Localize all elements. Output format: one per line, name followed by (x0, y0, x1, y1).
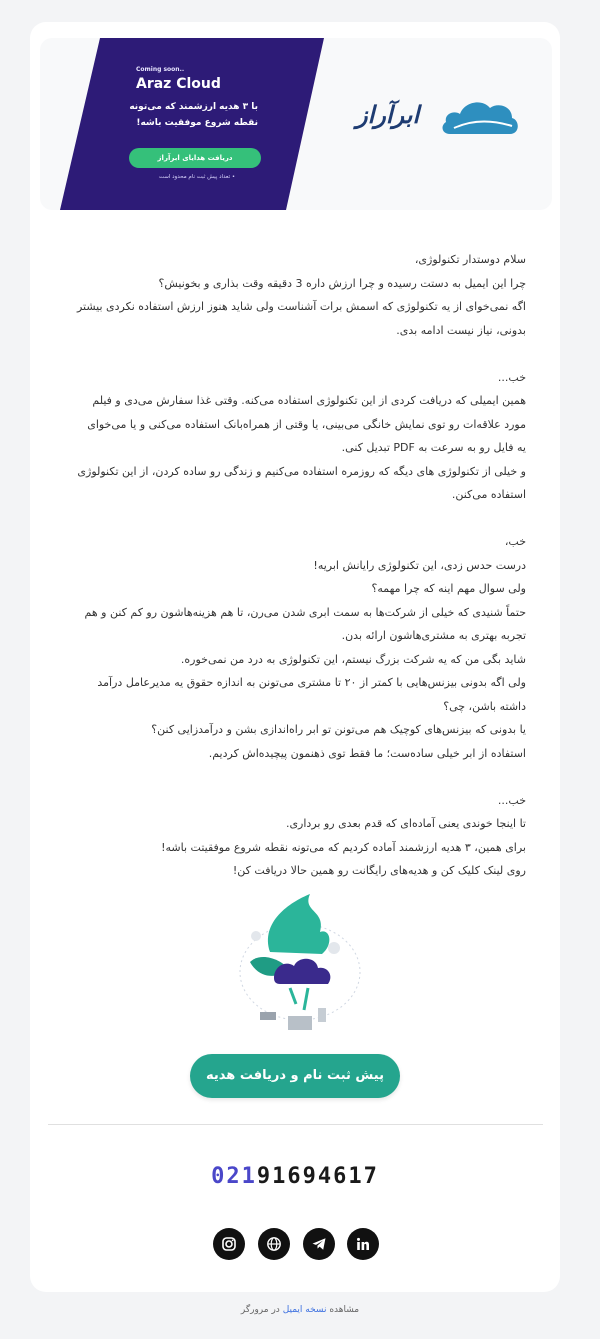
footer-before: مشاهده (329, 1305, 360, 1315)
footer-after: در مرورگر (240, 1305, 280, 1315)
body-line: ولی سوال مهم اینه که چرا مهمه؟ (371, 582, 526, 595)
banner-coming-soon: Coming soon.. (136, 66, 185, 73)
body-line: سلام دوستدار تکنولوژی، (414, 253, 526, 266)
body-line: بدونی، نیاز نیست ادامه بدی. (396, 323, 526, 337)
divider (48, 1124, 543, 1125)
phone-prefix: 021 (211, 1164, 257, 1189)
paragraph-gap (64, 765, 526, 789)
email-header (40, 38, 552, 210)
body-line: استفاده از ابر خیلی ساده‌ست؛ ما فقط توی ذهنمون پیچیده‌اش کردیم. (208, 746, 526, 760)
body-line: حتماً شنیدی که خیلی از شرکت‌ها به سمت ابری شدن می‌رن، تا هم هزینه‌هاشون رو کم کنن و هم (84, 605, 526, 619)
telegram-icon[interactable] (303, 1228, 335, 1260)
phoenix-cloud-illustration (230, 892, 370, 1062)
body-line: یا بدونی که بیزنس‌های کوچیک هم می‌تونن تو ابر راه‌اندازی بشن و درآمدزایی کنن؟ (151, 723, 526, 736)
body-line: مورد علاقه‌ات رو توی نمایش خانگی می‌بینی، یا وقتی از همراه‌بانک استفاده می‌کنی و یا می‌خوای (87, 417, 526, 431)
body-line: استفاده می‌کنن. (451, 488, 526, 501)
view-in-browser (0, 1305, 600, 1315)
banner-promo-line: با ۳ هدیه ارزشمند که می‌تونه (129, 102, 258, 112)
preregister-gift-button[interactable]: پیش ثبت نام و دریافت هدیه (190, 1054, 400, 1098)
cloud-logo-icon (440, 92, 520, 140)
brand-logo[interactable] (356, 92, 526, 146)
logo-wordmark: ابرآراز (356, 100, 420, 129)
banner-promo-text (118, 99, 258, 131)
body-line: داشته باشن، چی؟ (443, 699, 526, 713)
phone-digits: 91694617 (256, 1164, 379, 1189)
body-line: خب... (497, 793, 526, 807)
body-line: و خیلی از تکنولوژی های دیگه که روزمره استفاده می‌کنیم و زندگی رو ساده کردن، از این تکنولوژی (77, 464, 526, 478)
body-line: شاید بگی من که یه شرکت بزرگ نیستم، این تکنولوژی به درد من نمی‌خوره. (180, 652, 526, 666)
body-line: ولی اگه بدونی بیزنس‌هایی با کمتر از ۲۰ تا مشتری می‌تونن به اندازه حقوق یه مدیرعامل درآمد (97, 676, 526, 689)
view-email-link[interactable]: نسخه ایمیل (282, 1305, 327, 1315)
body-line: همین ایمیلی که دریافت کردی از این تکنولوژی استفاده می‌کنه. وقتی غذا سفارش می‌دی و فیلم (92, 394, 526, 407)
body-line: اگه نمی‌خوای از یه تکنولوژی که اسمش برات آشناست ولی شاید هنوز ارزش استفاده نکردی بیشتر (76, 300, 526, 313)
email-card (30, 22, 560, 1292)
banner-promo-line: نقطه شروع موفقیت باشه! (136, 118, 258, 128)
body-line: چرا این ایمیل به دستت رسیده و چرا ارزش داره 3 دقیقه وقت بذاری و بخونیش؟ (158, 276, 526, 290)
body-line: برای همین، ۳ هدیه ارزشمند آماده کردیم که می‌تونه نقطه شروع موفقیتت باشه! (161, 840, 526, 854)
banner-brand: Araz Cloud (136, 76, 221, 92)
body-line: تا اینجا خوندی یعنی آماده‌ای که قدم بعدی رو برداری. (285, 817, 526, 830)
linkedin-icon[interactable] (347, 1228, 379, 1260)
paragraph-gap (64, 342, 526, 366)
email-body (64, 248, 526, 883)
banner-cta-button[interactable]: دریافت هدایای ابرآراز (129, 148, 261, 168)
banner-limit-note: • تعداد پیش ثبت نام محدود است (158, 174, 236, 180)
body-line: یه فایل رو به سرعت به PDF تبدیل کنی. (341, 441, 526, 454)
social-links (213, 1228, 379, 1260)
promo-banner[interactable] (40, 38, 340, 210)
body-line: خب... (497, 370, 526, 384)
body-line: خب، (504, 535, 526, 548)
body-line: روی لینک کلیک کن و هدیه‌های رایگانت رو همین حالا دریافت کن! (232, 864, 526, 877)
paragraph-gap (64, 507, 526, 531)
phone-number[interactable] (30, 1164, 560, 1189)
instagram-icon[interactable] (213, 1228, 245, 1260)
body-line: درست حدس زدی، این تکنولوژی رایانش ابریه! (313, 558, 526, 572)
body-line: تجربه بهتری به مشتری‌هاشون ارائه بدن. (341, 629, 526, 642)
globe-icon[interactable] (258, 1228, 290, 1260)
